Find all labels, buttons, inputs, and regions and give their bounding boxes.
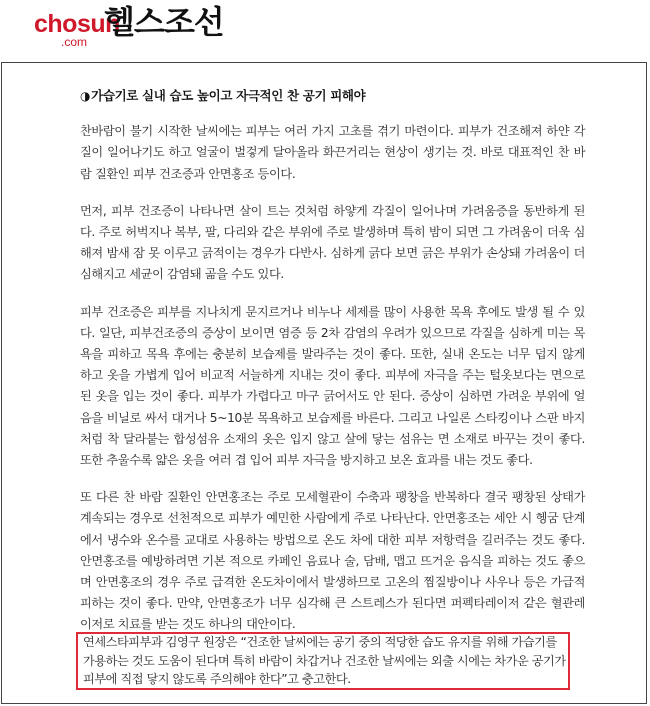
half-circle-icon: ◑ bbox=[80, 89, 91, 103]
site-header bbox=[0, 0, 650, 62]
paragraph-2: 먼저, 피부 건조증이 나타나면 살이 트는 것처럼 하얗게 각질이 일어나며 가려움증을 동반하게 된다. 주로 허벅지나 복부, 팔, 다리와 같은 부위에 주로 발생하며 특히 밤이 되면 그 가려움이 더욱 심해져 밤새 잠 못 이루고 긁적이는 경우가 다반사. 심하게 긁다 보면 긁은 부위가 손상돼 가려움이 더 심해지고 세균이 감염돼 곪을 수도 있다. bbox=[80, 203, 585, 282]
chosun-logo-domain: .com bbox=[61, 35, 88, 49]
paragraph-1: 찬바람이 불기 시작한 날씨에는 피부는 여러 가지 고초를 겪기 마련이다. 피부가 건조해져 하얀 각질이 일어나기도 하고 얼굴이 벌겋게 달아올라 화끈거리는 현상이 생기는 것. 바로 대표적인 찬 바람 질환인 피부 건조증과 안면홍조 등이다. bbox=[80, 124, 585, 181]
paragraph-3: 피부 건조증은 피부를 지나치게 문지르거나 비누나 세제를 많이 사용한 목욕 후에도 발생 될 수 있다. 일단, 피부건조증의 증상이 보이면 염증 등 2차 감염의 우려가 있으므로 각질을 심하게 미는 목욕을 피하고 목욕 후에는 충분히 보습제를 발라주는 것이 좋다. 또한, 실내 온도는 너무 덥지 않게 하고 옷을 가볍게 입어 비교적 서늘하게 지내는 것이 좋다. 피부에 자극을 주는 털옷보다는 면으로 된 옷을 입는 것이 좋다. 피부가 가렵다고 마구 긁어서도 안 된다. 증상이 심하면 가려운 부위에 얼음을 비닐로 싸서 대거나 5~10분 목욕하고 보습제를 바른다. 그리고 나일론 스타킹이나 스판 바지처럼 착 달라붙는 합성섬유 소재의 옷은 입지 않고 살에 닿는 섬유는 면 소재로 바꾸는 것이 좋다. 또한 추울수록 얇은 옷을 여러 겹 입어 피부 자극을 방지하고 보온 효과를 내는 것도 좋다. bbox=[80, 304, 585, 468]
health-chosun-logo[interactable]: 헬스조선 bbox=[104, 3, 224, 41]
paragraph-4: 또 다른 찬 바람 질환인 안면홍조는 주로 모세혈관이 수축과 팽창을 반복하다 결국 팽창된 상태가 계속되는 경우로 선천적으로 피부가 예민한 사람에게 주로 나타난다. 안면홍조는 세안 시 헹굼 단계에서 냉수와 온수를 교대로 사용하는 방법으로 온도 차에 대한 피부 저항력을 길러주는 것도 좋다. 안면홍조를 예방하려면 기본 적으로 카페인 음료나 술, 담배, 맵고 뜨거운 음식을 피하는 것도 좋으며 안면홍조의 경우 주로 급격한 온도차이에서 발생하므로 고온의 찜질방이나 사우나 등은 가급적 피하는 것이 좋다. 만약, 안면홍조가 너무 심각해 큰 스트레스가 된다면 퍼펙타레이저 같은 혈관레이저로 치료를 받는 것도 하나의 대안이다. bbox=[80, 490, 585, 632]
article-body bbox=[80, 85, 585, 652]
article-subtitle bbox=[80, 85, 585, 107]
doctor-quote: 연세스타피부과 김영구 원장은 “건조한 날씨에는 공기 중의 적당한 습도 유지를 위해 가습기를 가용하는 것도 도움이 된다며 특히 바람이 차갑거나 건조한 날씨에는 외출 시에는 차가운 공기가 피부에 직접 닿지 않도록 주의해야 한다”고 충고한다. bbox=[83, 635, 566, 686]
chosun-logo[interactable]: chosun bbox=[34, 10, 120, 38]
article-subtitle-text: 가습기로 실내 습도 높이고 자극적인 찬 공기 피해야 bbox=[91, 88, 366, 103]
